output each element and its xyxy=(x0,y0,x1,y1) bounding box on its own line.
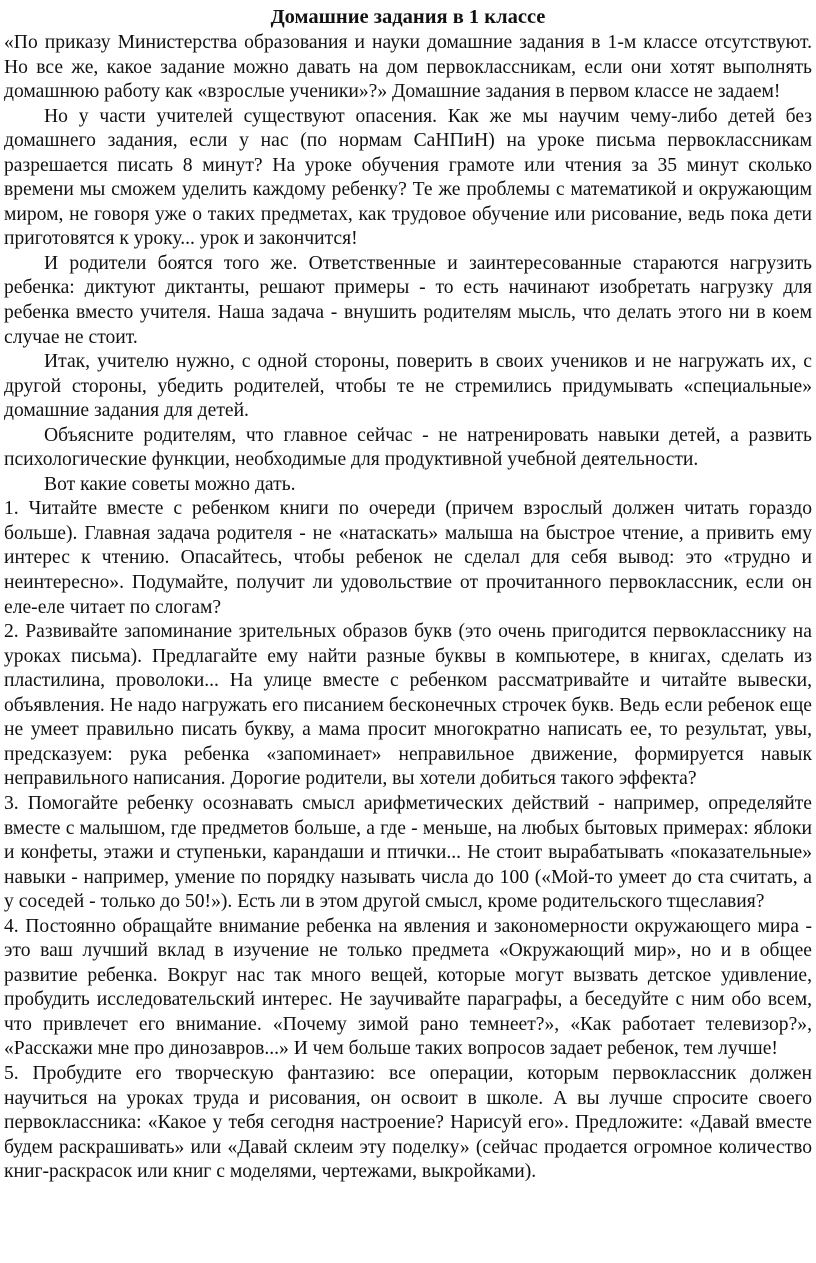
list-item-world: 4. Постоянно обращайте внимание ребенка на явления и закономерности окружающего мира - это ваш лучший вклад в изучение не только предмета «Окружающий мир», но и в общее развитие ребенка. Вокруг нас так много вещей, которые могут вызвать детское удивление, пробудить исследовательский интерес. Не заучивайте параграфы, а беседуйте с ним обо всем, что привлечет его внимание. «Почему зимой рано темнеет?», «Как работает телевизор?», «Расскажи мне про динозавров...» И чем больше таких вопросов задает ребенок, тем лучше! xyxy=(4,915,812,1060)
paragraph-teacher-task: Итак, учителю нужно, с одной стороны, поверить в своих учеников и не нагружать их, с другой стороны, убедить родителей, чтобы те не стремились придумывать «специальные» домашние задания для детей. xyxy=(4,351,812,422)
document-page xyxy=(4,0,812,1185)
list-item-arithmetic: 3. Помогайте ребенку осознавать смысл арифметических действий - например, определяйте вместе с малышом, где предметов больше, а где - меньше, на любых бытовых примерах: яблоки и конфеты, этажи и ступеньки, карандаши и птички... Не стоит вырабатывать «показательные» навыки - например, умение по порядку называть числа до 100 («Мой-то умеет до ста считать, а у соседей - только до 50!»). Есть ли в этом другой смысл, кроме родительского тщеславия? xyxy=(4,792,812,913)
list-item-reading: 1. Читайте вместе с ребенком книги по очереди (причем взрослый должен читать гораздо больше). Главная задача родителя - не «натаскать» малыша на быстрое чтение, а привить ему интерес к чтению. Опасайтесь, чтобы ребенок не сделал для себя вывод: это «трудно и неинтересно». Подумайте, получит ли удовольствие от прочитанного первоклассник, если он еле-еле читает по слогам? xyxy=(4,498,812,618)
paragraph-teacher-concerns: Но у части учителей существуют опасения. Как же мы научим чему-либо детей без домашнего задания, если у нас (по нормам СаНПиН) на уроке письма первоклассникам разрешается писать 8 минут? На уроке обучения грамоте или чтения за 35 минут сколько времени мы сможем уделить каждому ребенку? Те же проблемы с математикой и окружающим миром, не говоря уже о таких предметах, как трудовое обучение или рисование, ведь пока дети приготовятся к уроку... урок и закончится! xyxy=(4,105,812,250)
paragraph-intro: «По приказу Министерства образования и науки домашние задания в 1-м классе отсутствуют. Но все же, какое задание можно давать на дом первоклассникам, если они хотят выполнять домашнюю работу как «взрослые ученики»?» Домашние задания в первом классе не задаем! xyxy=(4,32,812,103)
document-title: Домашние задания в 1 классе xyxy=(270,6,546,28)
paragraph-parents-fears: И родители боятся того же. Ответственные и заинтересованные стараются нагрузить ребенка: диктуют диктанты, решают примеры - то есть начинают изобретать нагрузку для ребенка вместо учителя. Наша задача - внушить родителям мысль, что делать этого ни в коем случае не стоит. xyxy=(4,252,812,348)
list-item-creativity: 5. Пробудите его творческую фантазию: все операции, которым первоклассник должен научиться на уроках труда и рисования, он освоит в школе. А вы лучше спросите своего первоклассника: «Какое у тебя сегодня настроение? Нарисуй его». Предложите: «Давай вместе будем раскрашивать» или «Давай склеим эту поделку» (сейчас продается огромное количество книг-раскрасок или книг с моделями, чертежами, выкройками). xyxy=(4,1062,812,1183)
list-item-letters: 2. Развивайте запоминание зрительных образов букв (это очень пригодится первокласснику на уроках письма). Предлагайте ему найти разные буквы в компьютере, в книгах, сделать из пластилина, проволоки... На улице вместе с ребенком рассматривайте и читайте вывески, объявления. Не надо нагружать его писанием бесконечных строчек букв. Ведь если ребенок еще не умеет правильно писать букву, а мама просит многократно написать ее, то результат, увы, предсказуем: рука ребенка «запоминает» неправильное движение, формируется навык неправильного написания. Дорогие родители, вы хотели добиться такого эффекта? xyxy=(4,621,812,790)
paragraph-advice-intro: Вот какие советы можно дать. xyxy=(44,473,296,495)
paragraph-explain-parents: Объясните родителям, что главное сейчас - не натренировать навыки детей, а развить психологические функции, необходимые для продуктивной учебной деятельности. xyxy=(4,424,812,471)
